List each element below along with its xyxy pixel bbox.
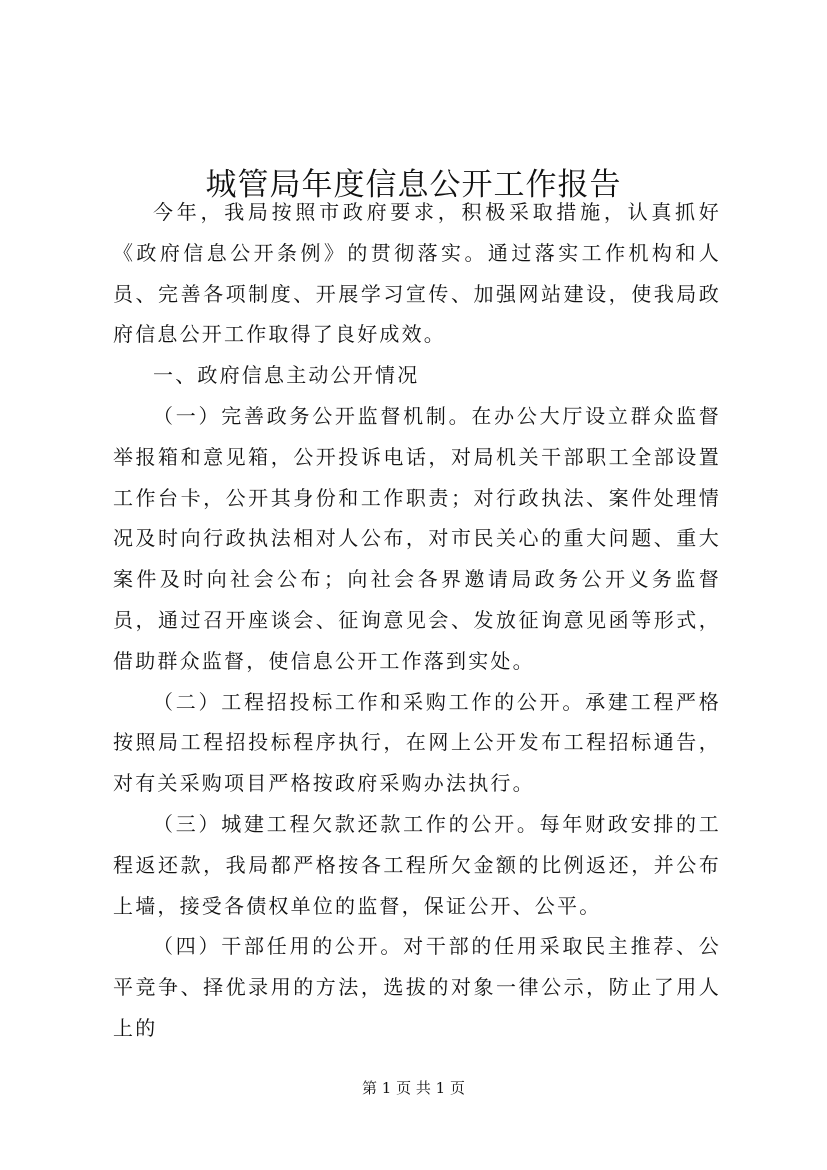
paragraph-item-1: （一）完善政务公开监督机制。在办公大厅设立群众监督举报箱和意见箱，公开投诉电话，对局机关干部职工全部设置工作台卡，公开其身份和工作职责；对行政执法、案件处理情况及时向行政执法相对人公布，对市民关心的重大问题、重大案件及时向社会公布；向社会各界邀请局政务公开义务监督员，通过召开座谈会、征询意见会、发放征询意见函等形式，借助群众监督，使信息公开工作落到实处。 xyxy=(113,403,721,673)
section-heading-1: 一、政府信息主动公开情况 xyxy=(153,363,420,388)
paragraph-intro: 今年，我局按照市政府要求，积极采取措施，认真抓好《政府信息公开条例》的贯彻落实。通过落实工作机构和人员、完善各项制度、开展学习宣传、加强网站建设，使我局政府信息公开工作取得了良好成效。 xyxy=(113,200,721,347)
document-title: 城管局年度信息公开工作报告 xyxy=(205,166,622,203)
page-footer: 第 1 页 共 1 页 xyxy=(362,1079,465,1097)
paragraph-item-2: （二）工程招投标工作和采购工作的公开。承建工程严格按照局工程招投标程序执行，在网上公开发布工程招标通告，对有关采购项目严格按政府采购办法执行。 xyxy=(113,689,721,796)
document-body xyxy=(113,192,721,1049)
paragraph-item-4: （四）干部任用的公开。对干部的任用采取民主推荐、公平竞争、择优录用的方法，选拔的对象一律公示，防止了用人上的 xyxy=(113,934,721,1040)
paragraph-item-3: （三）城建工程欠款还款工作的公开。每年财政安排的工程返还款，我局都严格按各工程所欠金额的比例返还，并公布上墙，接受各债权单位的监督，保证公开、公平。 xyxy=(113,811,721,918)
